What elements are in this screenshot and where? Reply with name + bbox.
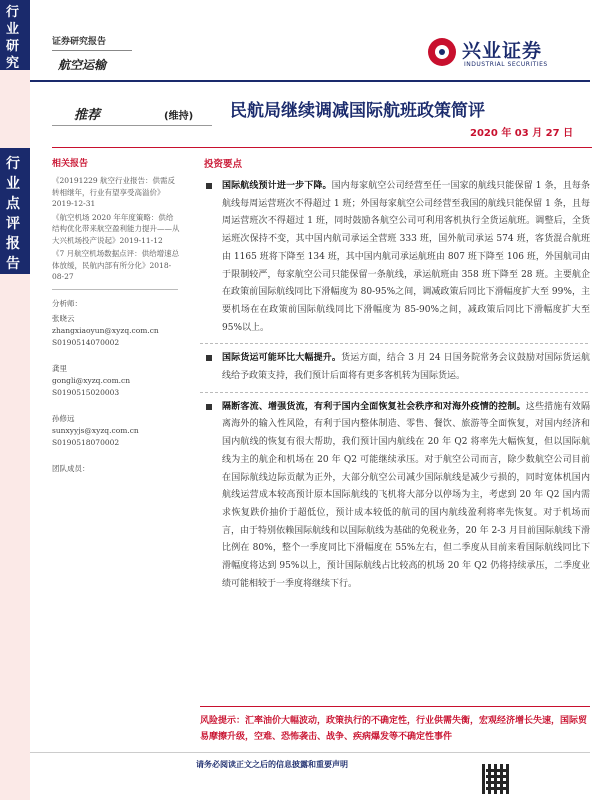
side-band: [0, 0, 30, 800]
page-footer: [30, 752, 590, 769]
side-report-type-block: [0, 148, 30, 274]
key-point-body: 货运方面，结合 3 月 24 日国务院常务会议鼓励对国际货运航线给予政策支持，我们预计后面将有更多客机转为国际货运。: [222, 353, 590, 382]
bullet-icon: [206, 355, 212, 361]
brand-logo: [428, 36, 578, 76]
logo-text-en: INDUSTRIAL SECURITIES: [464, 61, 548, 68]
key-point-body: 国内每家航空公司经营至任一国家的航线只能保留 1 条，且每条航线每周运营班次不得超过 1 班；外国每家航空公司经营至我国的航线只能保留 1 条，且每周运营班次不得超过 1 班，同时鼓励各航空公司可利用客机执行全货运航班。调整后，全货运班次保持不变，其中国内航司承运全营班 333 班，国外航司承运 574 班，客货混合航班由 1165 班将下降至 134 班，其中国内航司承运航班由 807 班下降至 106 班，外国航司由于限制较严，每家航空公司只能保留一条航线，承运航班由 358 班下降至 28 班。主要航企在政策前国际航线同比下滑幅度为 80-95%之间，调减政策后同比下滑幅度扩大至 99%，主要机场在在政策前国际航线同比下滑幅度为 85-90%之间，减政策后同比下滑幅度扩大至 95%以上。: [222, 181, 590, 333]
related-report-item[interactable]: 《7 月航空机场数据点评：供给增速总体放缓，民航内部有所分化》2018-08-27: [52, 249, 180, 281]
analyst-cert: S0190515020003: [52, 387, 120, 397]
key-point: [200, 178, 590, 337]
logo-text-cn: 兴业证券: [462, 40, 543, 62]
analyst-name: 孙修远: [52, 413, 75, 423]
analyst-card: [52, 313, 180, 349]
analyst-cert: S0190518070002: [52, 437, 120, 447]
related-report-item[interactable]: 《20191229 航空行业报告：供需反转相继年，行业有望享受高溢价》2019-12-31: [52, 176, 176, 208]
analyst-cert: S0190514070002: [52, 337, 120, 347]
analyst-email[interactable]: sunxyyjs@xyzq.com.cn: [52, 425, 139, 435]
section-divider: [52, 147, 592, 148]
report-date: 2020 年 03 月 27 日: [470, 128, 574, 139]
qr-code-icon: [482, 764, 512, 794]
rating-label: 推荐: [74, 108, 101, 123]
disclaimer-notice: 请务必阅读正文之后的信息披露和重要声明: [196, 760, 348, 769]
sidebar-column: [52, 156, 180, 478]
point-separator: [200, 392, 588, 393]
key-point: [200, 399, 590, 594]
key-point-body: 这些措施有效隔离海外的输入性风险，有利于国内整体制造、零售、餐饮、旅游等全面恢复，对国内经济和国内航线的恢复有很大帮助，我们预计国内航线在 20 年 Q2 将率先大幅恢复，但以国际航线为主的航企和机场在 20 年 Q2 可能继续承压。对于航空公司而言，除少数航空公司目前在国际航线边际贡献为正外，大部分航空公司减少国际航线是减少亏损的，同时宽体机国内航线运营成本较高预计原本国际航线的飞机将大部分以停场为主，考虑到 20 年 Q2 国内需求恢复跌价抽价于超低位，预计成本较低的航司的国内航线盈利将率先恢复。对于机场而言，由于特别依赖国际航线和以国际航线为基础的免税业务，20 年 2-3 月目前国际航线下滑比例在 80%，整个一季度同比下滑幅度在 55%左右，但二季度从目前来看国际航线同比下滑幅度将达到 95%以上，预计国际航线占比较高的机场 20 年 Q2 仍将持续承压，二季度业绩可能相较于一季度将继续下行。: [222, 401, 590, 589]
analyst-name: 龚里: [52, 363, 67, 373]
analyst-email[interactable]: gongli@xyzq.com.cn: [52, 375, 131, 385]
key-points-column: [200, 156, 590, 593]
side-report-type-label: 行业点评报告: [6, 156, 20, 272]
analyst-name: 张晓云: [52, 313, 75, 323]
related-reports-title: 相关报告: [52, 159, 89, 169]
side-category-label: 行业研究: [6, 5, 20, 71]
key-points-title: 投资要点: [204, 159, 243, 170]
rating-box: [52, 100, 212, 126]
bullet-icon: [206, 404, 212, 410]
key-point-lead: 隔断客流、增强货流，有利于国内全面恢复社会秩序和对海外疫情的控制。: [222, 401, 526, 412]
sidebar-divider: [52, 289, 178, 290]
header-rule: [30, 80, 590, 82]
page-title: 民航局继续调减国际航班政策简评: [230, 101, 485, 121]
industry-name: 航空运输: [58, 58, 107, 72]
report-type-underline: [52, 50, 132, 51]
point-separator: [200, 343, 588, 344]
analyst-label: 分析师：: [52, 298, 82, 308]
key-point-lead: 国际航线预计进一步下降。: [222, 181, 332, 191]
report-type: 证券研究报告: [52, 37, 107, 47]
related-report-item[interactable]: 《航空机场 2020 年年度策略：供给结构优化带来航空盈利能力提升——从大兴机场投产说起》2019-11-12: [52, 212, 180, 245]
side-category-block: [0, 0, 30, 70]
rating-status: (维持): [164, 111, 194, 122]
bullet-icon: [206, 183, 212, 189]
team-members-label: 团队成员：: [52, 463, 90, 473]
analyst-card: [52, 413, 180, 449]
risk-warning: 风险提示：汇率油价大幅波动，政策执行的不确定性，行业供需失衡，宏观经济增长失速，国际贸易摩擦升级，空难、恐怖袭击、战争、疾病爆发等不确定性事件: [200, 706, 590, 745]
analyst-email[interactable]: zhangxiaoyun@xyzq.com.cn: [52, 325, 159, 335]
key-point-lead: 国际货运可能环比大幅提升。: [222, 353, 342, 364]
logo-mark-icon: [428, 38, 456, 66]
key-point: [200, 350, 590, 385]
analyst-card: [52, 363, 180, 399]
